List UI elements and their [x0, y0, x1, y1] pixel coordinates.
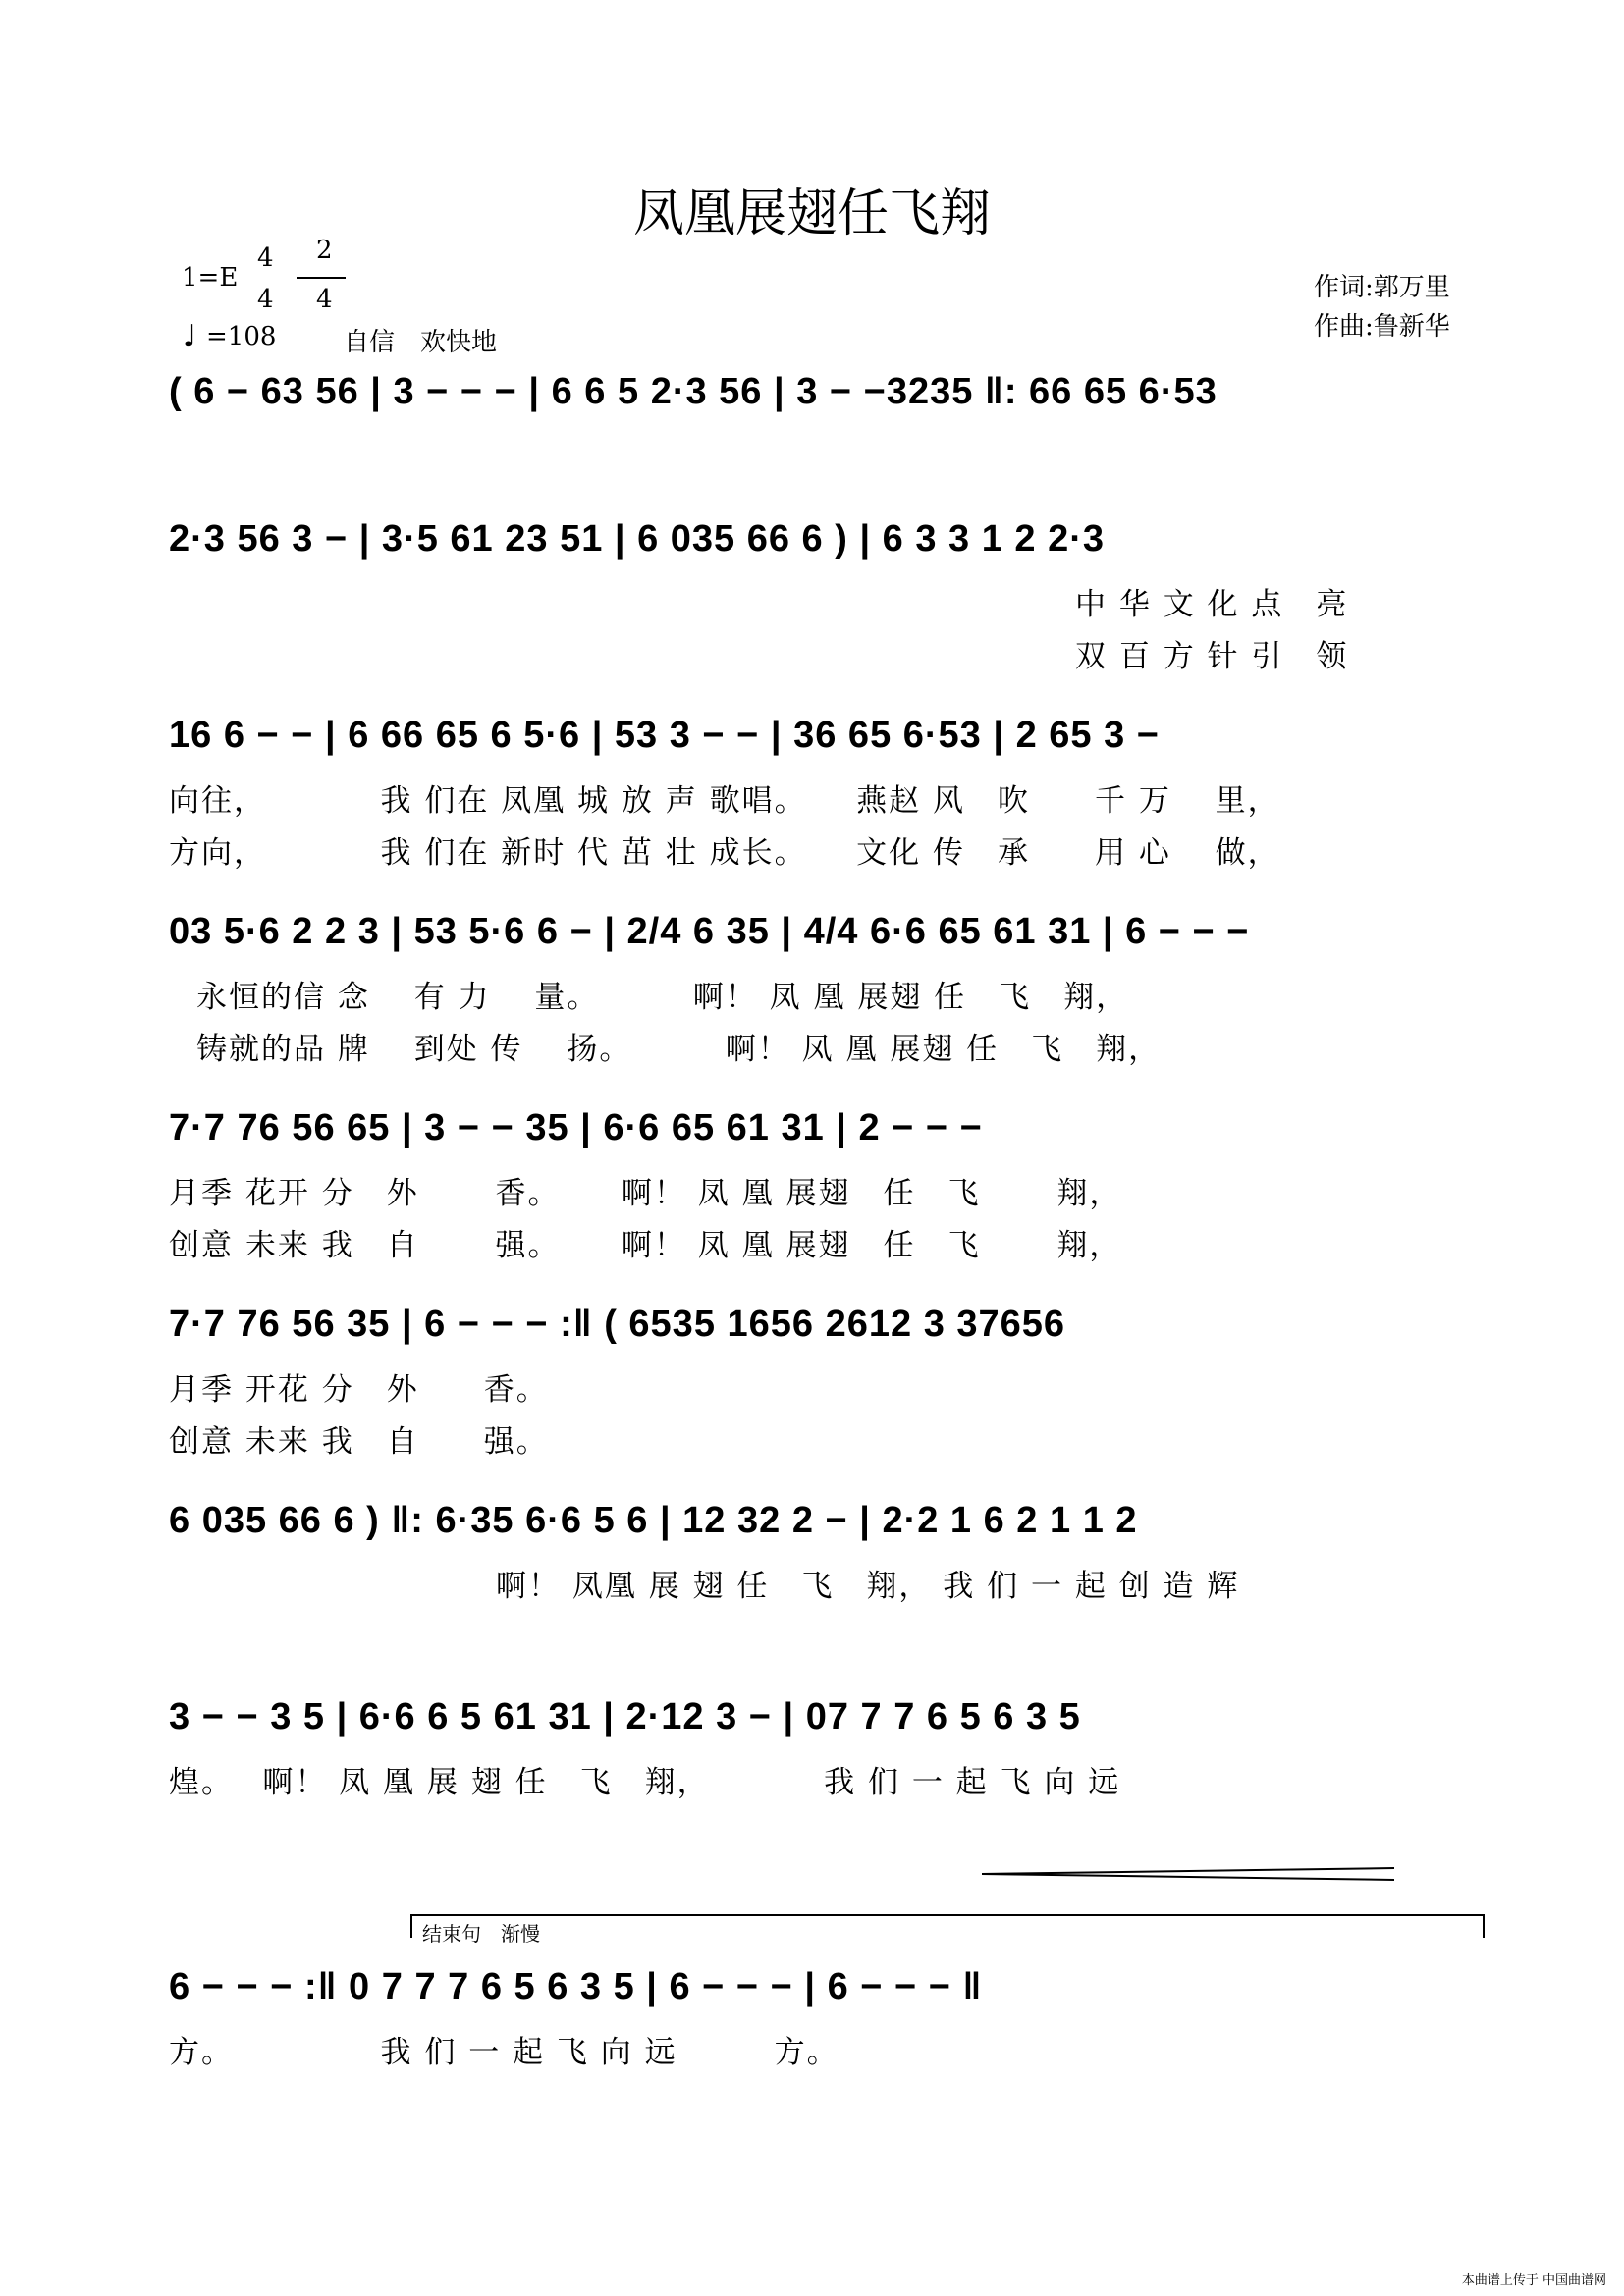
tempo-marking: =108	[206, 322, 277, 351]
score-system-2-notes: 2·3 56 3 − | 3·5 61 23 51 | 6 035 66 6 ) | 6 3 3 1 2 2·3	[169, 518, 1106, 560]
time-signature-top-2: 2	[316, 236, 333, 265]
score-system-3-lyrics-verse-2: 方向， 我 们在 新时 代 茁 壮 成长。 文化 传 承 用 心 做，	[169, 835, 1280, 871]
score-system-8-notes: 3 − − 3 5 | 6·6 6 5 61 31 | 2·12 3 − | 07 7 7 6 5 6 3 5	[169, 1696, 1081, 1737]
decrescendo-hairpin-icon	[982, 1860, 1394, 1890]
score-system-5-notes: 7·7 76 56 65 | 3 − − 35 | 6·6 65 61 31 | 2 − − −	[169, 1107, 983, 1148]
song-title: 凤凰展翅任飞翔	[632, 185, 991, 243]
score-system-2-lyrics-verse-1: 中 华 文 化 点 亮	[1075, 587, 1349, 622]
score-system-6-lyrics-verse-1: 月季 开花 分 外 香。	[169, 1372, 549, 1408]
score-system-3-lyrics-verse-1: 向往， 我 们在 凤凰 城 放 声 歌唱。 燕赵 风 吹 千 万 里，	[169, 783, 1280, 819]
quarter-note-icon: ♩	[183, 319, 197, 353]
score-system-7-notes: 6 035 66 6 ) ‖: 6·35 6·6 5 6 | 12 32 2 − | 2·2 1 6 2 1 1 2	[169, 1500, 1138, 1541]
lyricist-credit: 作词:郭万里	[1314, 273, 1450, 302]
score-system-5-lyrics-verse-2: 创意 未来 我 自 强。 啊！ 凤 凰 展翅 任 飞 翔，	[169, 1228, 1122, 1263]
ending-bracket	[410, 1914, 1485, 1938]
score-system-4-lyrics-verse-1: 永恒的信 念 有 力 量。 啊！ 凤 凰 展翅 任 飞 翔，	[196, 980, 1129, 1015]
score-system-2-lyrics-verse-2: 双 百 方 针 引 领	[1075, 639, 1349, 674]
score-system-4-notes: 03 5·6 2 2 3 | 53 5·6 6 − | 2/4 6 35 | 4/4 6·6 65 61 31 | 6 − − −	[169, 911, 1250, 952]
score-system-8-lyrics: 煌。 啊！ 凤 凰 展 翅 任 飞 翔， 我 们 一 起 飞 向 远	[169, 1765, 1121, 1800]
time-signature-top-1: 4	[257, 243, 274, 273]
key-signature: 1=E	[182, 263, 239, 293]
score-system-9-lyrics: 方。 我 们 一 起 飞 向 远 方。	[169, 2035, 839, 2070]
ending-label: 结束句 渐慢	[422, 1922, 540, 1946]
score-system-1-notes: ( 6 − 63 56 | 3 − − − | 6 6 5 2·3 56 | 3 − −3235 ‖: 66 65 6·53	[169, 371, 1218, 412]
score-system-4-lyrics-verse-2: 铸就的品 牌 到处 传 扬。 啊！ 凤 凰 展翅 任 飞 翔，	[196, 1032, 1162, 1067]
time-signature-bottom-2: 4	[316, 285, 333, 314]
composer-credit: 作曲:鲁新华	[1314, 312, 1450, 342]
expression-marking: 自信 欢快地	[344, 328, 498, 357]
score-system-3-notes: 16 6 − − | 6 66 65 6 5·6 | 53 3 − − | 36 65 6·53 | 2 65 3 −	[169, 715, 1160, 756]
time-signature-bottom-1: 4	[257, 285, 274, 314]
time-signature-divider	[297, 277, 346, 279]
score-system-6-notes: 7·7 76 56 35 | 6 − − − :‖ ( 6535 1656 2612 3 37656	[169, 1304, 1066, 1345]
footer-watermark: 本曲谱上传于 中国曲谱网	[1461, 2273, 1606, 2288]
score-system-6-lyrics-verse-2: 创意 未来 我 自 强。	[169, 1424, 549, 1460]
score-system-9-notes: 6 − − − :‖ 0 7 7 7 6 5 6 3 5 | 6 − − − | 6 − − − ‖	[169, 1966, 983, 2007]
score-system-7-lyrics: 啊！ 凤凰 展 翅 任 飞 翔， 我 们 一 起 创 造 辉	[496, 1569, 1240, 1604]
score-system-5-lyrics-verse-1: 月季 花开 分 外 香。 啊！ 凤 凰 展翅 任 飞 翔，	[169, 1176, 1122, 1211]
